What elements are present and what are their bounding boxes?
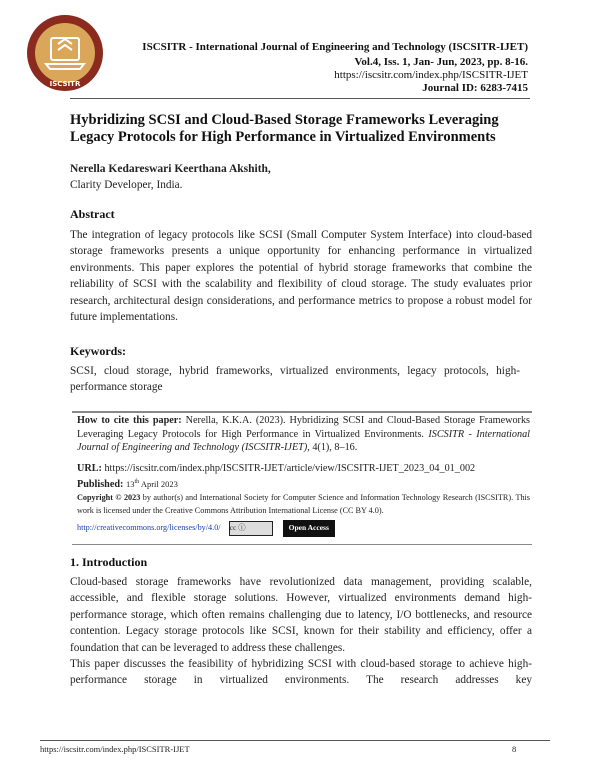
- published-date: Published: 13th April 2023: [77, 478, 178, 490]
- header-rule: [70, 98, 530, 99]
- license-link[interactable]: http://creativecommons.org/licenses/by/4.0/: [77, 523, 221, 533]
- journal-name: ISCSITR - International Journal of Engineering and Technology (ISCSITR-IJET): [142, 41, 528, 53]
- page-number: 8: [512, 744, 517, 754]
- journal-url: https://iscsitr.com/index.php/ISCSITR-IJET: [334, 69, 528, 81]
- citation-bottom-rule: [72, 544, 532, 545]
- citation-url: URL: https://iscsitr.com/index.php/ISCSITR-IJET/article/view/ISCSITR-IJET_2023_04_01_002: [77, 463, 476, 474]
- author-affiliation: Clarity Developer, India.: [70, 179, 183, 191]
- citation-block: How to cite this paper: Nerella, K.K.A. (2023). Hybridizing SCSI and Cloud-Based Storage Frameworks Leveraging Legacy Protocols for High Performance in Virtualized Environments. ISCSITR - International Journal of Engineering and Technology (ISCSITR-IJET), 4(1), 8–16.: [77, 415, 531, 453]
- keywords-heading: Keywords:: [70, 344, 126, 358]
- citation-rule: [72, 411, 532, 413]
- footer-rule: [40, 740, 550, 741]
- license-row: [77, 520, 530, 537]
- paper-title: Hybridizing SCSI and Cloud-Based Storage Frameworks Leveraging Legacy Protocols for High Performance in Virtualized Environments: [70, 112, 499, 145]
- abstract-heading: Abstract: [70, 207, 115, 221]
- intro-paragraph-2: This paper discusses the feasibility of hybridizing SCSI with cloud-based storage to achieve high-performance storage in virtualized environments. The research addresses key: [70, 658, 532, 687]
- keywords-body: SCSI, cloud storage, hybrid frameworks, virtualized environments, legacy protocols, high-performance storage: [70, 365, 520, 394]
- svg-text:ISCSITR: ISCSITR: [49, 80, 81, 88]
- cc-by-badge: cc ⓘ: [229, 521, 273, 536]
- intro-paragraph-1: Cloud-based storage frameworks have revolutionized data management, providing scalable, accessible, and flexible storage solutions. However, virtualized environments demand high-performance storage, which often remains challenging due to latency, I/O bottlenecks, and resource contention. Legacy storage protocols like SCSI, known for their stability and efficiency, offer a foundation that can be leveraged to address these challenges.: [70, 576, 532, 654]
- abstract-body: The integration of legacy protocols like SCSI (Small Computer System Interface) into cloud-based storage frameworks presents a unique opportunity for enhancing performance in virtualized environments. This paper explores the potential of hybrid storage frameworks that combine the reliability of SCSI with the scalability and flexibility of cloud storage. The study evaluates prior research, architectural design considerations, and performance metrics to propose a robust model for future implementations.: [70, 229, 532, 324]
- footer-url: https://iscsitr.com/index.php/ISCSITR-IJET: [40, 744, 190, 754]
- author-name: Nerella Kedareswari Keerthana Akshith,: [70, 163, 271, 175]
- volume-info: Vol.4, Iss. 1, Jan- Jun, 2023, pp. 8-16.: [354, 56, 528, 68]
- journal-logo: [26, 14, 104, 92]
- journal-id: Journal ID: 6283-7415: [422, 82, 528, 94]
- intro-heading: 1. Introduction: [70, 555, 148, 569]
- open-access-badge: Open Access: [283, 520, 335, 537]
- copyright-notice: Copyright © 2023 by author(s) and International Society for Computer Science and Information Technology Research (ISCSITR). This work is licensed under the Creative Commons Attribution International License (CC BY 4.0).: [77, 493, 530, 515]
